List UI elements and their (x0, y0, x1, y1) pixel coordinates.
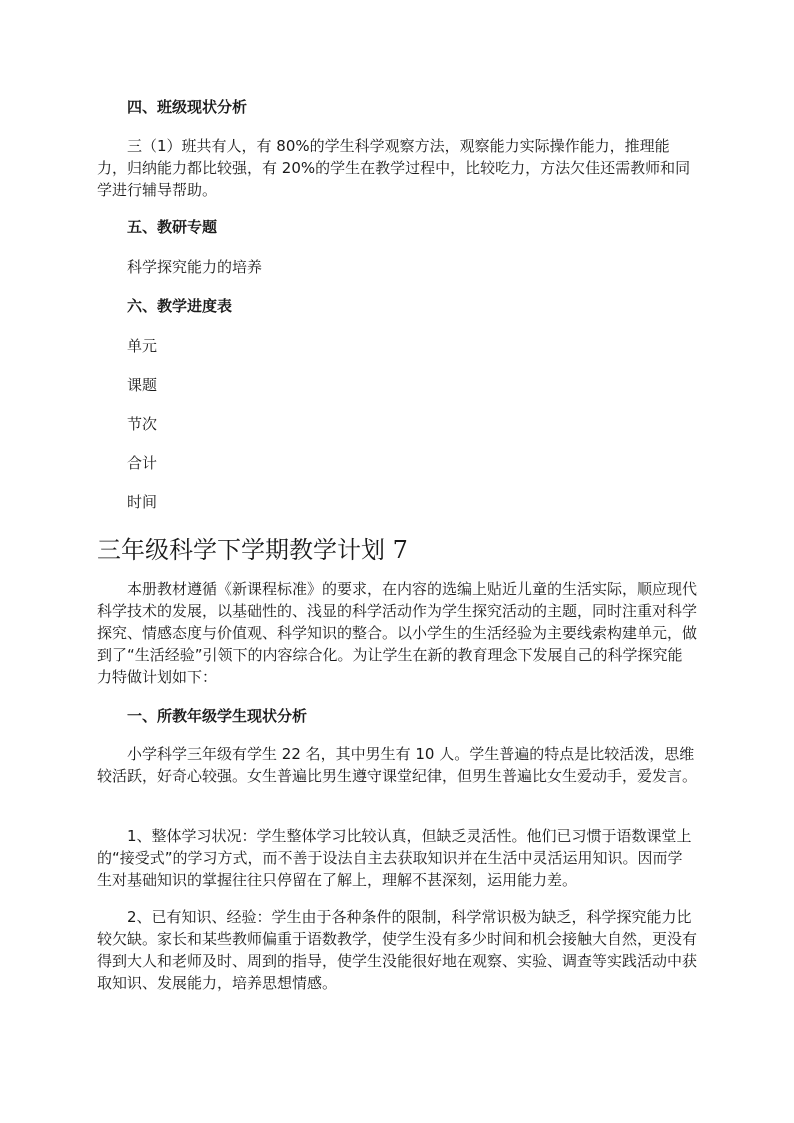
paragraph-overall-learning: 1、整体学习状况：学生整体学习比较认真，但缺乏灵活性。他们已习惯于语数课堂上的“接受式”的学习方式，而不善于设法自主去获取知识并在生活中灵活运用知识。因而学生对基础知识的掌握往往只停留在了解上，理解不甚深刻，运用能力差。 (97, 827, 692, 889)
plan-intro-paragraph: 本册教材遵循《新课程标准》的要求，在内容的选编上贴近儿童的生活实际，顺应现代科学技术的发展，以基础性的、浅显的科学活动作为学生探究活动的主题，同时注重对科学探究、情感态度与价值观、科学知识的整合。以小学生的生活经验为主要线索构建单元，做到了“生活经验”引领下的内容综合化。为让学生在新的教育理念下发展自己的科学探究能力特做计划如下： (97, 580, 698, 686)
section-heading-class-status: 四、班级现状分析 (127, 98, 248, 116)
plan-title: 三年级科学下学期教学计划 7 (97, 536, 408, 564)
paragraph-class-status: 三（1）班共有人，有 80%的学生科学观察方法，观察能力实际操作能力，推理能力，归纳能力都比较强，有 20%的学生在教学过程中，比较吃力，方法欠佳还需教师和同学进行辅导帮助。 (97, 137, 691, 199)
section-heading-student-status: 一、所教年级学生现状分析 (127, 707, 308, 725)
section-heading-schedule: 六、教学进度表 (127, 297, 233, 315)
schedule-item-time: 时间 (127, 493, 158, 511)
schedule-item-topic: 课题 (127, 376, 158, 394)
section-heading-research-topic: 五、教研专题 (127, 218, 218, 236)
schedule-item-unit: 单元 (127, 337, 158, 355)
paragraph-student-status: 小学科学三年级有学生 22 名，其中男生有 10 人。学生普遍的特点是比较活泼，思维较活跃，好奇心较强。女生普遍比男生遵守课堂纪律，但男生普遍比女生爱动手，爱发言。 (97, 745, 698, 785)
schedule-item-total: 合计 (127, 454, 158, 472)
paragraph-prior-knowledge: 2、已有知识、经验：学生由于各种条件的限制，科学常识极为缺乏，科学探究能力比较欠缺。家长和某些教师偏重于语数教学，使学生没有多少时间和机会接触大自然，更没有得到大人和老师及时、周到的指导，使学生没能很好地在观察、实验、调查等实践活动中获取知识、发展能力，培养思想情感。 (97, 908, 698, 992)
schedule-item-lessons: 节次 (127, 415, 158, 433)
research-topic-text: 科学探究能力的培养 (127, 258, 263, 276)
